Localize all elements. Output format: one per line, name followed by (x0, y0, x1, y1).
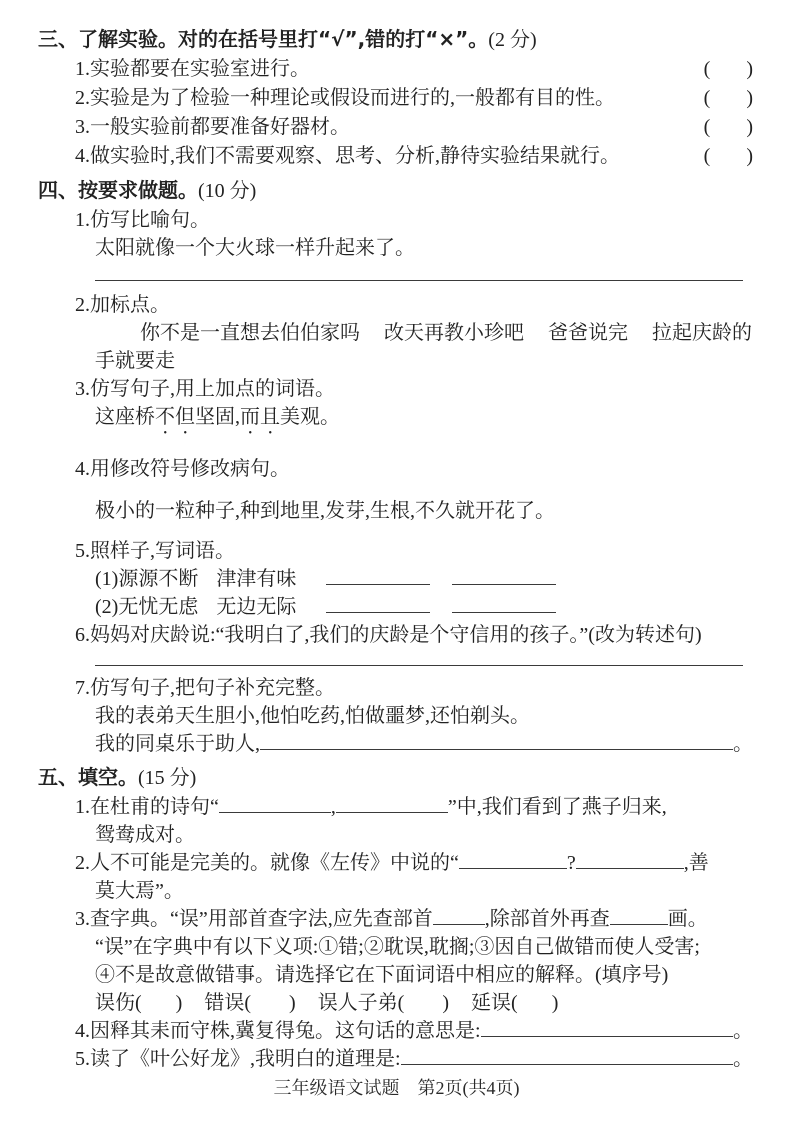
fill-q2-line2: 莫大焉”。 (95, 880, 184, 902)
emphasis-dotted-text: 不但 (155, 406, 195, 428)
q1-example-sentence: 太阳就像一个大火球一样升起来了。 (95, 237, 415, 259)
text-segment: ( (703, 116, 711, 138)
answer-blank[interactable] (481, 1035, 733, 1037)
spacer (430, 612, 452, 613)
text-segment: 1.在杜甫的诗句“ (75, 796, 219, 818)
text-segment: ) (289, 992, 296, 1014)
spacer (142, 1008, 176, 1009)
text-segment: ) (551, 992, 559, 1014)
answer-blank[interactable] (452, 611, 556, 613)
section4-title: 四、按要求做题。 (38, 178, 198, 202)
text-segment: ( (703, 145, 711, 167)
tf-statement: 2.实验是为了检验一种理论或假设而进行的,一般都有目的性。 (75, 87, 615, 109)
text-segment: (1)源源不断 (95, 568, 199, 590)
page-footer (0, 1074, 793, 1100)
section4-heading (38, 175, 753, 206)
spacer (430, 584, 452, 585)
answer-blank[interactable] (452, 583, 556, 585)
text-segment: 改天再教小珍吧 (384, 322, 524, 344)
text-segment: 这座桥 (95, 406, 155, 428)
answer-blank[interactable] (576, 867, 684, 869)
spacer (628, 338, 652, 339)
text-segment: 画。 (667, 908, 708, 930)
fill-q3-line3: ④不是故意做错事。请选择它在下面词语中相应的解释。(填序号) (95, 964, 669, 986)
spacer (251, 1008, 289, 1009)
text-segment: 误伤( (95, 992, 142, 1014)
q5-title: 5.照样子,写词语。 (75, 540, 235, 562)
text-segment: ) (442, 992, 450, 1014)
section4-score: (10 分) (198, 180, 257, 202)
text-segment: 爸爸说完 (548, 322, 628, 344)
answer-blank[interactable] (401, 1063, 733, 1065)
q3-example-sentence (38, 403, 753, 439)
q5-row-1 (38, 565, 753, 593)
answer-blank[interactable] (326, 583, 430, 585)
tf-item-1 (38, 55, 753, 84)
q2-title: 2.加标点。 (75, 294, 170, 316)
page-footer-text: 三年级语文试题 第2页(共4页) (273, 1078, 520, 1098)
fill-q3-line2: “误”在字典中有以下义项:①错;②耽误,耽搁;③因自己做错而使人受害; (95, 936, 700, 958)
text-segment: 3.查字典。“误”用部首查字法,应先查部首 (75, 908, 433, 930)
section5-score: (15 分) (138, 767, 197, 789)
fill-q1-line1 (38, 793, 753, 821)
spacer (296, 1008, 318, 1009)
text-segment: 坚固, (195, 406, 240, 428)
section3-score: (2 分) (488, 29, 537, 51)
text-segment: 美观。 (280, 406, 340, 428)
text-segment: ) (746, 145, 753, 167)
section5-heading (38, 762, 753, 793)
answer-line[interactable] (95, 280, 743, 281)
q4-title: 4.用修改符号修改病句。 (75, 458, 290, 480)
q3-title: 3.仿写句子,用上加点的词语。 (75, 378, 335, 400)
text-segment: ”中,我们看到了燕子归来, (447, 796, 667, 818)
emphasis-dotted-text: 而且 (240, 406, 280, 428)
fill-q3-word-brackets[interactable] (38, 989, 753, 1017)
tf-statement: 1.实验都要在实验室进行。 (75, 58, 310, 80)
fill-q3-line1 (38, 905, 753, 933)
spacer (710, 74, 746, 75)
tf-item-4 (38, 142, 753, 171)
spacer (182, 1008, 204, 1009)
q5-row-2 (38, 593, 753, 621)
answer-blank[interactable] (260, 748, 733, 750)
text-segment: 错误( (204, 992, 252, 1014)
text-segment: ) (746, 87, 753, 109)
spacer (198, 612, 216, 613)
q7-title: 7.仿写句子,把句子补充完整。 (75, 677, 335, 699)
section5-title: 五、填空。 (38, 765, 138, 789)
text-segment: 5.读了《叶公好龙》,我明白的道理是: (75, 1048, 401, 1070)
text-segment: ) (175, 992, 183, 1014)
spacer (524, 338, 548, 339)
text-segment: ( (703, 87, 711, 109)
text-segment: ( (703, 58, 711, 80)
answer-bracket[interactable] (704, 142, 753, 171)
text-segment: 延误( (471, 992, 518, 1014)
text-segment: ) (746, 58, 753, 80)
answer-bracket[interactable] (704, 55, 753, 84)
q2-sentence-line1 (38, 319, 753, 347)
section3-heading (38, 24, 753, 55)
fill-q4-line (38, 1017, 753, 1045)
answer-bracket[interactable] (704, 113, 753, 142)
answer-blank[interactable] (433, 923, 485, 925)
text-segment: 。 (733, 1020, 753, 1042)
spacer (360, 338, 384, 339)
tf-statement: 4.做实验时,我们不需要观察、思考、分析,静待实验结果就行。 (75, 145, 620, 167)
answer-bracket[interactable] (704, 84, 753, 113)
spacer (198, 584, 216, 585)
q7-example-sentence: 我的表弟天生胆小,他怕吃药,怕做噩梦,还怕剃头。 (95, 705, 530, 727)
text-segment: 误人子弟( (317, 992, 405, 1014)
spacer (710, 161, 746, 162)
text-segment: 4.因释其耒而守株,冀复得兔。这句话的意思是: (75, 1020, 481, 1042)
text-segment: ,除部首外再查 (484, 908, 610, 930)
answer-blank[interactable] (326, 611, 430, 613)
text-segment: ? (566, 852, 576, 874)
spacer (404, 1008, 442, 1009)
text-segment: 2.人不可能是完美的。就像《左传》中说的“ (75, 852, 459, 874)
text-segment: 无边无际 (216, 596, 297, 618)
answer-line[interactable] (95, 665, 743, 666)
spacer (449, 1008, 471, 1009)
section3-title: 三、了解实验。对的在括号里打“√”,错的打“×”。 (38, 27, 489, 51)
fill-q5-line (38, 1045, 753, 1073)
q6-title: 6.妈妈对庆龄说:“我明白了,我们的庆龄是个守信用的孩子。”(改为转述句) (75, 624, 702, 646)
fill-q1-line2: 鸳鸯成对。 (95, 824, 195, 846)
text-segment: 津津有味 (216, 568, 297, 590)
spacer (710, 103, 746, 104)
q4-sentence: 极小的一粒种子,种到地里,发芽,生根,不久就开花了。 (95, 500, 555, 522)
answer-blank[interactable] (459, 867, 567, 869)
text-segment: ) (746, 116, 753, 138)
text-segment: 拉起庆龄的 (652, 322, 752, 344)
q7-completion-line (38, 730, 753, 758)
text-segment: ,善 (683, 852, 709, 874)
text-segment: (2)无忧无虑 (95, 596, 199, 618)
fill-q2-line1 (38, 849, 753, 877)
tf-item-2 (38, 84, 753, 113)
answer-blank[interactable] (219, 811, 331, 813)
text-segment: 。 (733, 1048, 753, 1070)
text-segment: 。 (733, 733, 753, 755)
spacer (518, 1008, 552, 1009)
q1-title: 1.仿写比喻句。 (75, 209, 210, 231)
answer-blank[interactable] (610, 923, 668, 925)
spacer (710, 132, 746, 133)
tf-item-3 (38, 113, 753, 142)
q2-sentence-line2: 手就要走 (95, 350, 175, 372)
text-segment: 我的同桌乐于助人, (95, 733, 260, 755)
text-segment: , (330, 796, 336, 818)
spacer (296, 612, 326, 613)
spacer (296, 584, 326, 585)
answer-blank[interactable] (336, 811, 448, 813)
text-segment: 你不是一直想去伯伯家吗 (140, 322, 360, 344)
tf-statement: 3.一般实验前都要准备好器材。 (75, 116, 350, 138)
